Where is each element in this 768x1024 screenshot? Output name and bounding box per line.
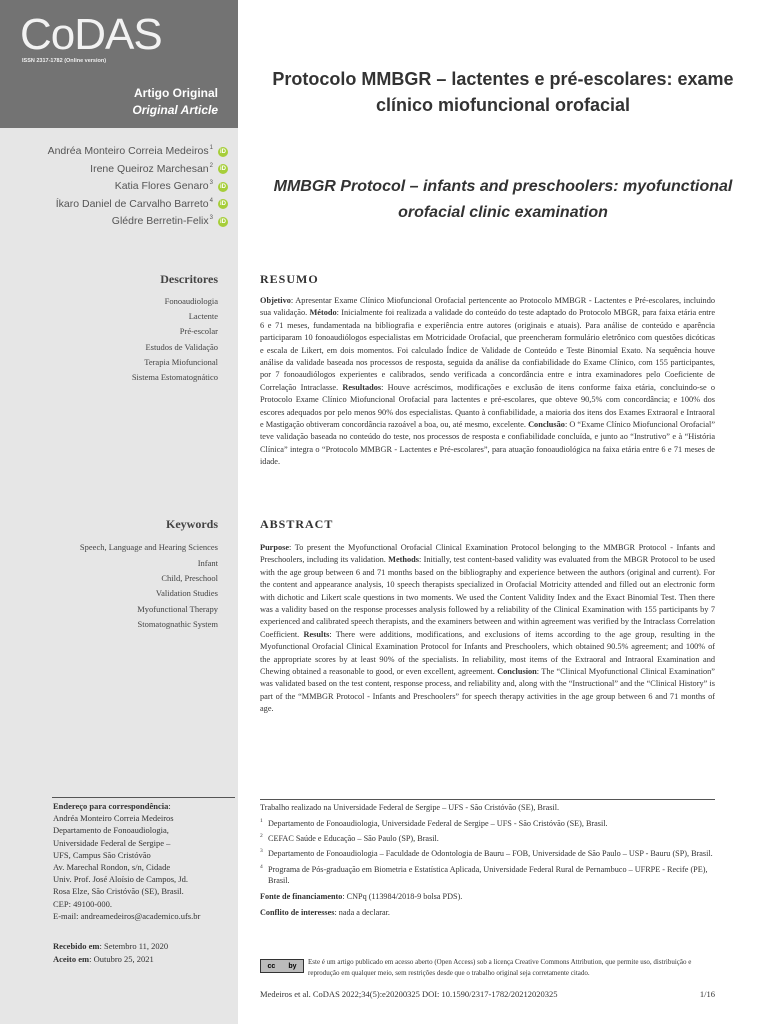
- correspondence-line: Universidade Federal de Sergipe –: [53, 837, 171, 848]
- keywords-heading: Keywords: [166, 517, 218, 531]
- keyword-item: Speech, Language and Hearing Sciences: [79, 542, 218, 552]
- resumo-label: Conclusão: [528, 420, 565, 430]
- keyword-item: Sistema Estomatognático: [131, 372, 218, 383]
- article-type-en: Original Article: [132, 103, 218, 117]
- abstract-label: Purpose: [260, 543, 290, 552]
- keyword-item: Fonoaudiologia: [164, 296, 218, 306]
- dates-block: [53, 940, 168, 965]
- author-affiliation-sup: 4: [209, 197, 213, 204]
- article-type: [132, 86, 218, 117]
- orcid-icon[interactable]: iD: [220, 166, 226, 173]
- author-affiliation-sup: 3: [209, 215, 213, 221]
- footnotes: [260, 802, 720, 922]
- resumo-label: Método: [309, 308, 337, 318]
- author-item: [48, 178, 228, 196]
- abstract-text: Purpose: To present the Myofunctional Orofacial Clinical Examination Protocol belonging to the MMBGR Protocol - Infants and Preschoolers, including its validation. Methods: Initially, test content-based validity was evaluated from the MBGR Protocol to be used with the age group between 6 and 71 months based on the bibliography and experience between the authors (original and current). For the content and appearance analysis, 10 speech therapists specialized in Orofacial Motricity attended and filled out an electronic form with dichotic and Likert scale questions in two moments. We used the Content Validity Index and the Exact Binomial Test. Then there was a validity based on the response processes analysis followed by a reliability of the Clinical Examination with 155 participants by 7 experienced and calibrated speech therapists, and the examiners between and within agreement was verified by the Intraclass Correlation Coefficient. Results: There were additions, modifications, and exclusions of items according to the age group, resulting in the Myofunctional Orofacial Clinical Examination Protocol for Infants and Preschoolers, which obtained 90.5% agreement; and 100% of the appropriate scores by at least 90% of the specialists. In reliability, most items of the Extraoral and Intraoral Examination and Chewing obtained a reasonable to good, or even excellent, agreement. Conclusion: The “Clinical Myofunctional Clinical Examination” was validated based on the test content, response process, and reliability and, along with the “Instructional” and the “Clinical History” is part of the “MMBGR Protocol - Infants and Preschoolers” for speech therapy activities in the age group between 6 and 71 months of age.: [260, 543, 715, 714]
- received-date: : Setembro 11, 2020: [99, 941, 169, 951]
- author-item: [48, 213, 228, 231]
- orcid-icon[interactable]: iD: [220, 201, 226, 208]
- page-number: 1/16: [699, 989, 715, 999]
- journal-logo: CoDAS: [20, 10, 162, 59]
- correspondence-line: Univ. Prof. José Aloísio de Campos, Jd.: [53, 874, 188, 885]
- title-english: MMBGR Protocol – infants and preschoolers: myofunctional orofacial clinic examination: [273, 178, 733, 221]
- correspondence-line: Av. Marechal Rondon, s/n, Cidade: [53, 862, 171, 873]
- conflict-note: Conflito de interesses: nada a declarar.: [260, 907, 390, 917]
- keyword-item: Validation Studies: [155, 588, 218, 599]
- accepted-label: Aceito em: [53, 953, 90, 964]
- keyword-item: Stomatognathic System: [137, 618, 218, 629]
- keyword-item: Pré-escolar: [179, 326, 218, 337]
- keyword-item: Lactente: [188, 311, 218, 322]
- license-block: [260, 957, 718, 979]
- resumo-label: Resultados: [342, 382, 382, 392]
- author-name: Katia Flores Genaro: [114, 180, 209, 192]
- resumo-heading: RESUMO: [260, 272, 319, 286]
- author-item: [48, 143, 228, 161]
- correspondence-email[interactable]: E-mail: andreamedeiros@academico.ufs.br: [53, 910, 201, 921]
- resumo-text: Objetivo: Apresentar Exame Clínico Miofuncional Orofacial pertencente ao Protocolo MMBGR - Lactentes e Pré-escolares, incluindo sua validação. Método: Inicialmente foi realizada a validade do conteúdo do teste adaptado do Protocolo MBGR, para faixa etária entre 6 e 71 meses, fundamentada na bibliografia e experiência entre autores (originais e atuais). Para análise de conteúdo e aparência participaram 10 fonoaudiólogos especialistas em Motricidade Orofacial, que preencheram formulário eletrônico com questões dicóticas e escala de Likert, em dois momentos. Foi calculado Índice de Validade de Conteúdo e Teste Binomial Exato. Na sequência houve análise da validade baseada nos processos de resposta, seguida da análise da confiabilidade do Exame Clínico, com 155 participantes, por 7 fonoaudiólogos experientes e calibrados, sendo verificada a concordância entre e intra examinadores pelo Coeficiente de Correlação Intraclasse. Resultados: Houve acréscimos, modificações e exclusão de itens conforme faixa etária, concluindo-se o Protocolo Exame Clínico Miofuncional Orofacial para lactentes e pré-escolares, que obteve 90,5% com concordância; e 100% dos escores adequados por pelo menos 90% dos especialistas. Quanto à confiabilidade, a maioria dos itens dos Exames Extraoral e Intraoral e Mastigação obtiveram concordância razoável a boa, ou, até mesmo, excelente. Conclusão: O “Exame Clínico Miofuncional Orofacial” teve validação baseada no conteúdo do teste, nos processos de resposta e confiabilidade concluída, e junto ao “Instrutivo” e à “História Clínica” integra o “Protocolo MMBGR - Lactentes e Pré-escolares”, para atuação fonoaudiológica na faixa etária entre 6 e 71 meses de idade.: [260, 296, 716, 467]
- abstract-label: Methods: [388, 555, 420, 565]
- author-name: Irene Queiroz Marchesan: [90, 162, 209, 175]
- descritores-heading: Descritores: [160, 272, 218, 286]
- keyword-item: Terapia Miofuncional: [144, 356, 218, 367]
- author-affiliation-sup: 3: [209, 180, 213, 186]
- abstract-label: Results: [303, 629, 330, 639]
- correspondence-line: Departamento de Fonoaudiologia,: [53, 825, 169, 836]
- accepted-date: : Outubro 25, 2021: [89, 953, 154, 964]
- keyword-item: Estudos de Validação: [145, 341, 218, 352]
- author-list: [48, 143, 228, 231]
- resumo-label: Objetivo: [260, 296, 291, 305]
- creative-commons-icon[interactable]: cc by: [260, 959, 304, 973]
- affiliation-note: 2 CEFAC Saúde e Educação – São Paulo (SP), Brasil.: [260, 833, 439, 844]
- correspondence-line: UFS, Campus São Cristóvão: [53, 849, 151, 860]
- correspondence-label: Endereço para correspondência: [53, 801, 169, 811]
- keyword-item: Child, Preschool: [161, 573, 218, 584]
- orcid-icon[interactable]: iD: [220, 148, 226, 155]
- correspondence-block: Endereço para correspondência: Andréa Monteiro Correia Medeiros Departamento de Fonoaudiologia, Universidade Federal de Sergipe – UFS, Campus São Cristóvão Av. Marechal Rondon, s/n, Cidade Univ. Prof. José Aloísio de Campos, Jd. Rosa Elze, São Cristóvão (SE), Brasil. CEP: 49100-000. E-mail: andreamedeiros@academico.ufs.br: [53, 800, 233, 922]
- keywords-list: [78, 541, 218, 632]
- correspondence-line: Rosa Elze, São Cristóvão (SE), Brasil.: [53, 886, 184, 897]
- journal-header-block: [0, 0, 238, 128]
- keyword-item: Infant: [197, 558, 218, 568]
- abstract-heading: ABSTRACT: [260, 517, 334, 531]
- work-note: Trabalho realizado na Universidade Federal de Sergipe – UFS - São Cristóvão (SE), Brasil.: [260, 803, 560, 812]
- citation: Medeiros et al. CoDAS 2022;34(5):e20200325 DOI: 10.1590/2317-1782/20212020325: [260, 989, 558, 999]
- issn-text: ISSN 2317-1782 (Online version): [22, 58, 107, 64]
- correspondence-line: CEP: 49100-000.: [53, 898, 113, 909]
- correspondence-line: Andréa Monteiro Correia Medeiros: [53, 813, 174, 824]
- author-affiliation-sup: 2: [209, 162, 213, 169]
- author-name: Andréa Monteiro Correia Medeiros: [47, 145, 209, 157]
- abstract-label: Conclusion: [497, 667, 537, 677]
- author-item: [48, 161, 228, 179]
- author-name: Glédre Berretin-Felix: [111, 215, 209, 227]
- article-type-pt: Artigo Original: [134, 86, 218, 100]
- affiliation-note: 3 Departamento de Fonoaudiologia – Faculdade de Odontologia de Bauru – FOB, Universidade de São Paulo – USP - Bauru (SP), Brasil.: [260, 848, 713, 859]
- author-affiliation-sup: 1: [209, 145, 213, 151]
- author-name: Íkaro Daniel de Carvalho Barreto: [55, 197, 209, 210]
- affiliation-note: 4 Programa de Pós-graduação em Biometria e Estatística Aplicada, Universidade Federal Rural de Pernambuco – UFRPE - Recife (PE), Brasil.: [260, 863, 708, 886]
- author-item: [48, 196, 228, 214]
- received-label: Recebido em: [53, 941, 100, 951]
- descritores-list: [38, 294, 218, 385]
- divider: [260, 799, 715, 800]
- orcid-icon[interactable]: iD: [220, 183, 226, 190]
- title-portuguese: Protocolo MMBGR – lactentes e pré-escolares: exame clínico miofuncional orofacial: [272, 69, 734, 115]
- keyword-item: Myofunctional Therapy: [137, 603, 218, 614]
- main-column: [238, 0, 768, 1024]
- affiliation-note: 1 Departamento de Fonoaudiologia, Universidade Federal de Sergipe – UFS - São Cristóvão (SE), Brasil.: [260, 817, 608, 828]
- divider: [52, 797, 235, 798]
- left-sidebar: [0, 0, 238, 1024]
- orcid-icon[interactable]: iD: [220, 218, 226, 225]
- license-text: Este é um artigo publicado em acesso aberto (Open Access) sob a licença Creative Commons Attribution, que permite uso, distribuição e reprodução em qualquer meio, sem restrições desde que o trabalho original seja corretamente citado.: [308, 958, 692, 977]
- page-footer: [260, 989, 715, 999]
- funding-note: Fonte de financiamento: CNPq (113984/2018-9 bolsa PDS).: [260, 891, 463, 901]
